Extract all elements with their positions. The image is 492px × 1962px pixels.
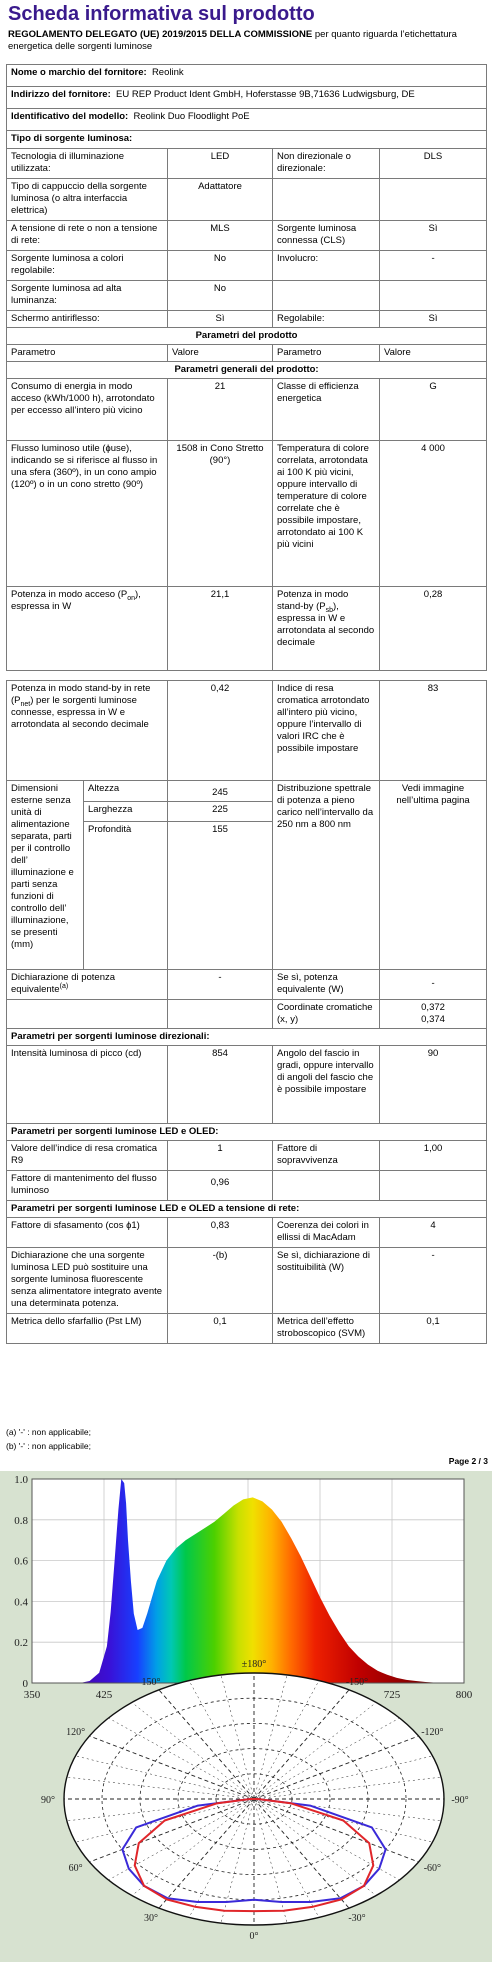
footnote-a: (a) '-' : non applicabile;	[6, 1427, 91, 1437]
cri-label: Indice di resa cromatica arrotondato all’intero più vicino, oppure l’intervallo di valori IRC che è possibile impostare	[273, 681, 380, 781]
table-row	[7, 1248, 487, 1314]
polar-angle-label: ±180°	[241, 1659, 267, 1670]
polar-angle-label: -60°	[423, 1863, 442, 1874]
directional-heading: Parametri per sorgenti luminose direzionali:	[7, 1029, 487, 1046]
footnote-b: (b) '-' : non applicabile;	[6, 1441, 91, 1451]
table-row: Sorgente luminosa a colori regolabile: No Involucro: -	[7, 251, 487, 281]
regulation-name: REGOLAMENTO DELEGATO (UE) 2019/2015 DELLA COMMISSIONE	[8, 29, 313, 40]
polar-angle-label: 150°	[141, 1677, 161, 1689]
survival-label: Fattore di sopravvivenza	[273, 1141, 380, 1171]
regulation-subtitle	[8, 29, 484, 53]
polar-intensity-chart	[0, 1471, 492, 1962]
model-id: Reolink Duo Floodlight PoE	[133, 111, 250, 122]
efficiency-value: G	[380, 379, 487, 441]
power-decl-label: Dichiarazione di potenza equivalente$^{(a)}$	[7, 970, 168, 1000]
table-row: Tipo di cappuccio della sorgente luminosa (o altra interfaccia elettrica) Adattatore	[7, 179, 487, 221]
maint-value: 0,96	[168, 1171, 273, 1201]
flux-label: Flusso luminoso utile (ɸuse), indicando se si riferisce al flusso in una sfera (360º), in un cono ampio (120º) o in un cono stretto (90º)	[7, 441, 168, 587]
depth-value: 155	[168, 822, 273, 970]
chroma-value: 0,372 0,374	[380, 1000, 487, 1029]
spectrum-y-tick-label: 0	[22, 1678, 28, 1690]
r9-label: Valore dell’indice di resa cromatica R9	[7, 1141, 168, 1171]
dimensions-label: Dimensioni esterne senza unità di alimentazione separata, parti per il controllo dell’ illuminazione e parti senza funzioni di controllo dell’ illuminazione, se presenti (mm)	[7, 781, 84, 970]
polar-angle-label: 90°	[41, 1795, 55, 1806]
svm-value: 0,1	[380, 1314, 487, 1344]
macadam-value: 4	[380, 1218, 487, 1248]
table-row	[7, 587, 487, 671]
replace-w-value: -	[380, 1248, 487, 1314]
replace-value: -(b)	[168, 1248, 273, 1314]
macadam-label: Coerenza dei colori in ellissi di MacAdam	[273, 1218, 380, 1248]
width-label: Larghezza	[84, 802, 168, 822]
polar-angle-label: 120°	[66, 1727, 86, 1738]
table-row: Schermo antiriflesso: Sì Regolabile: Sì	[7, 311, 487, 328]
beam-angle-value: 90	[380, 1046, 487, 1124]
pon-value: 21,1	[168, 587, 273, 671]
pnet-label: Potenza in modo stand-by in rete $(P_{net})$ per le sorgenti luminose connesse, espressa in W e arrotondata al secondo decimale	[7, 681, 168, 781]
page-title: Scheda informativa sul prodotto	[8, 3, 315, 25]
beam-angle-label: Angolo del fascio in gradi, oppure intervallo di angoli del fascio che è possibile impostare	[273, 1046, 380, 1124]
table-row	[7, 1218, 487, 1248]
spectrum-x-tick-label: 800	[455, 1689, 473, 1701]
r9-value: 1	[168, 1141, 273, 1171]
table-row: Sorgente luminosa ad alta luminanza: No	[7, 281, 487, 311]
supplier-address: EU REP Product Ident GmbH, Hoferstasse 9B,71636 Ludwigsburg, DE	[116, 89, 415, 100]
table-row	[7, 441, 487, 587]
spectrum-y-tick-label: 1.0	[14, 1474, 28, 1486]
led-mains-heading: Parametri per sorgenti luminose LED e OLED a tensione di rete:	[7, 1201, 487, 1218]
spectrum-x-tick-label: 425	[95, 1689, 113, 1701]
table-row	[7, 1000, 487, 1029]
cct-label: Temperatura di colore correlata, arrotondata ai 100 K più vicini, oppure intervallo di temperature di colore correlate che è possibile impostare, arrotondato ai 100 K più vicini	[273, 441, 380, 587]
spectrum-y-tick-label: 0.4	[14, 1596, 28, 1609]
led-oled-heading: Parametri per sorgenti luminose LED e OLED:	[7, 1124, 487, 1141]
column-header-row: Parametro Valore Parametro Valore	[7, 345, 487, 362]
table-row: A tensione di rete o non a tensione di rete: MLS Sorgente luminosa connessa (CLS) Sì	[7, 221, 487, 251]
energy-value: 21	[168, 379, 273, 441]
table-row	[7, 379, 487, 441]
pon-label: Potenza in modo acceso $(P_{on})$, espressa in W	[7, 587, 168, 671]
polar-angle-label: 60°	[68, 1863, 83, 1874]
table-row	[7, 1171, 487, 1201]
pst-label: Metrica dello sfarfallio (Pst LM)	[7, 1314, 168, 1344]
supplier-address-row: Indirizzo del fornitore: EU REP Product Ident GmbH, Hoferstasse 9B,71636 Ludwigsburg, DE	[7, 87, 487, 109]
cos-value: 0,83	[168, 1218, 273, 1248]
chroma-label: Coordinate cromatiche (x, y)	[273, 1000, 380, 1029]
spectrum-y-tick-label: 0.8	[14, 1514, 28, 1527]
pst-value: 0,1	[168, 1314, 273, 1344]
table-row	[7, 1314, 487, 1344]
equiv-power-value: -	[380, 970, 487, 1000]
survival-value: 1,00	[380, 1141, 487, 1171]
width-value: 225	[168, 802, 273, 822]
spectral-value: Vedi immagine nell’ultima pagina	[380, 781, 487, 970]
spectrum-y-tick-label: 0.2	[14, 1637, 28, 1650]
spectrum-y-tick-label: 0.6	[14, 1555, 28, 1568]
page-number: Page 2 / 3	[448, 1456, 488, 1466]
height-value: 245	[168, 781, 273, 802]
polar-angle-label: -150°	[345, 1677, 369, 1689]
product-info-table	[6, 64, 487, 1344]
table-row	[7, 970, 487, 1000]
cct-value: 4 000	[380, 441, 487, 587]
svm-label: Metrica dell’effetto stroboscopico (SVM)	[273, 1314, 380, 1344]
spectral-label: Distribuzione spettrale di potenza a pieno carico nell’intervallo da 250 nm a 800 nm	[273, 781, 380, 970]
regulation-description: per quanto riguarda l’etichettatura energetica delle sorgenti luminose	[8, 29, 457, 52]
table-row	[7, 1141, 487, 1171]
height-label: Altezza	[84, 781, 168, 802]
cri-value: 83	[380, 681, 487, 781]
polar-angle-label: -90°	[451, 1795, 469, 1806]
polar-angle-label: 0°	[249, 1931, 259, 1942]
supplier-name-row: Nome o marchio del fornitore: Reolink	[7, 65, 487, 87]
dimensions-row	[7, 781, 487, 802]
efficiency-label: Classe di efficienza energetica	[273, 379, 380, 441]
flux-value: 1508 in Cono Stretto (90°)	[168, 441, 273, 587]
table-row	[7, 681, 487, 781]
psb-label: Potenza in modo stand-by $(P_{sb})$, espressa in W e arrotondata al secondo decimale	[273, 587, 380, 671]
table-row	[7, 1046, 487, 1124]
cos-label: Fattore di sfasamento (cos ɸ1)	[7, 1218, 168, 1248]
peak-intensity-value: 854	[168, 1046, 273, 1124]
equiv-power-label: Se sì, potenza equivalente (W)	[273, 970, 380, 1000]
spectrum-x-tick-label: 350	[23, 1689, 41, 1701]
polar-angle-label: -30°	[348, 1912, 366, 1924]
pnet-value: 0,42	[168, 681, 273, 781]
supplier-name: Reolink	[151, 67, 184, 78]
model-id-row: Identificativo del modello: Reolink Duo Floodlight PoE	[7, 109, 487, 131]
footnotes	[6, 1425, 91, 1453]
charts-panel	[0, 1471, 492, 1962]
general-params-heading: Parametri generali del prodotto:	[7, 362, 487, 379]
psb-value: 0,28	[380, 587, 487, 671]
replace-label: Dichiarazione che una sorgente luminosa LED può sostituire una sorgente luminosa fluorescente senza alimentatore integrato avente una determinata potenza.	[7, 1248, 168, 1314]
replace-w-label: Se sì, dichiarazione di sostituibilità (W)	[273, 1248, 380, 1314]
power-decl-value: -	[168, 970, 273, 1000]
energy-label: Consumo di energia in modo acceso (kWh/1000 h), arrotondato per eccesso all’intero più vicino	[7, 379, 168, 441]
depth-label: Profondità	[84, 822, 168, 970]
polar-angle-label: 30°	[144, 1912, 158, 1924]
light-type-heading: Tipo di sorgente luminosa:	[7, 131, 487, 149]
maint-label: Fattore di mantenimento del flusso luminoso	[7, 1171, 168, 1201]
spectrum-x-tick-label: 725	[383, 1689, 401, 1701]
polar-angle-label: -120°	[421, 1727, 444, 1738]
table-row: Tecnologia di illuminazione utilizzata: LED Non direzionale o direzionale: DLS	[7, 149, 487, 179]
peak-intensity-label: Intensità luminosa di picco (cd)	[7, 1046, 168, 1124]
product-params-heading: Parametri del prodotto	[7, 328, 487, 345]
